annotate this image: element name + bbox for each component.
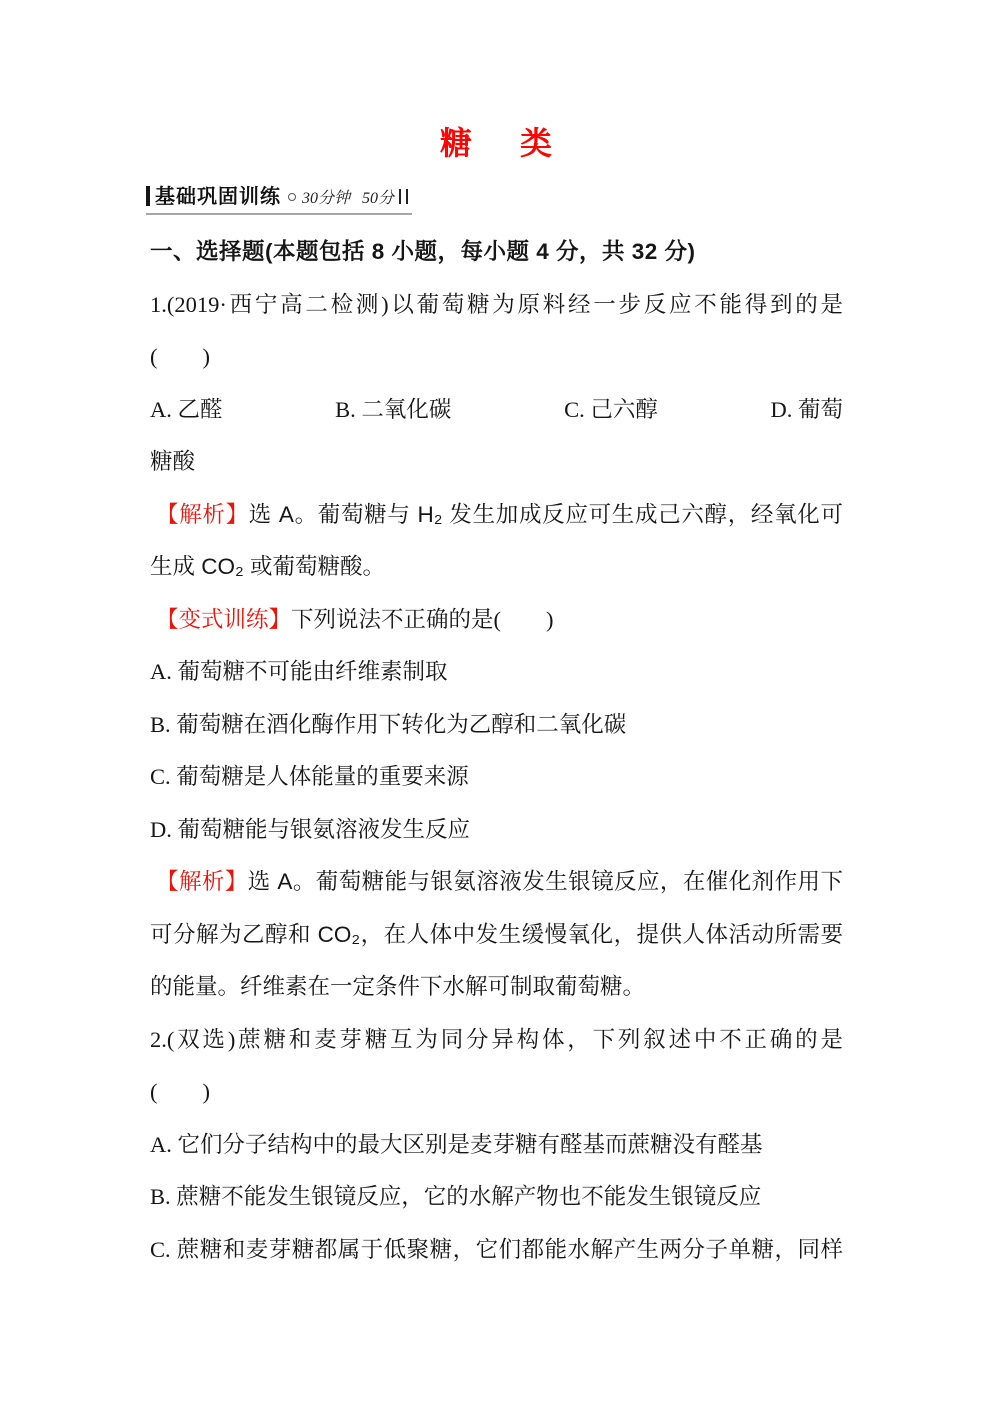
badge-dot-icon [288, 193, 296, 201]
option-item: A. 乙醛 [150, 396, 223, 422]
badge-label: 基础巩固训练 [155, 186, 281, 208]
option-line: C. 蔗糖和麦芽糖都属于低聚糖，它们都能水解产生两分子单糖，同样 [150, 1236, 843, 1262]
option-line: A. 它们分子结构中的最大区别是麦芽糖有醛基而蔗糖没有醛基 [150, 1131, 763, 1157]
section-heading: 一、选择题(本题包括 8 小题，每小题 4 分，共 32 分) [150, 239, 696, 264]
option-line: B. 蔗糖不能发生银镜反应，它的水解产物也不能发生银镜反应 [150, 1184, 762, 1209]
training-badge [146, 180, 412, 215]
option-item: B. 二氧化碳 [335, 396, 452, 422]
badge-score: 50分 [362, 190, 395, 207]
page-title: 糖 类 [439, 125, 560, 161]
badge-end-bars-icon [399, 189, 408, 204]
analysis-line: 【解析】选 A。葡萄糖与 H₂ 发生加成反应可生成己六醇，经氧化可 [156, 501, 843, 527]
badge-meta [302, 190, 394, 207]
option-line: B. 葡萄糖在酒化酶作用下转化为乙醇和二氧化碳 [150, 711, 627, 737]
option-continuation-line: 糖酸 [150, 449, 196, 474]
option-item: D. 葡萄 [770, 396, 843, 422]
analysis-line: 【解析】选 A。葡萄糖能与银氨溶液发生银镜反应，在催化剂作用下 [156, 869, 843, 894]
answer-blank: ( ) [150, 344, 210, 369]
analysis-line: 可分解为乙醇和 CO₂，在人体中发生缓慢氧化，提供人体活动所需要 [150, 921, 843, 947]
worksheet-body [150, 226, 843, 1276]
options-row [150, 384, 843, 437]
analysis-continuation-line: 生成 CO₂ 或葡萄糖酸。 [150, 554, 385, 579]
variant-training-line: 【变式训练】下列说法不正确的是( ) [156, 606, 554, 632]
badge-left-bar-icon [146, 186, 150, 206]
red-bracket-label: 【解析】 [156, 869, 248, 894]
option-line: C. 葡萄糖是人体能量的重要来源 [150, 764, 469, 789]
option-line: A. 葡萄糖不可能由纤维素制取 [150, 659, 448, 684]
question-line: 1.(2019·西宁高二检测)以葡萄糖为原料经一步反应不能得到的是 [150, 291, 843, 317]
red-bracket-label: 【变式训练】 [156, 606, 292, 632]
option-item: C. 己六醇 [564, 396, 658, 422]
red-bracket-label: 【解析】 [156, 501, 249, 527]
analysis-continuation-line: 的能量。纤维素在一定条件下水解可制取葡萄糖。 [150, 974, 646, 999]
question-line: 2.(双选)蔗糖和麦芽糖互为同分异构体，下列叙述中不正确的是 [150, 1026, 843, 1052]
answer-blank: ( ) [150, 1079, 210, 1104]
option-line: D. 葡萄糖能与银氨溶液发生反应 [150, 816, 470, 842]
badge-time: 30分钟 [302, 190, 351, 207]
